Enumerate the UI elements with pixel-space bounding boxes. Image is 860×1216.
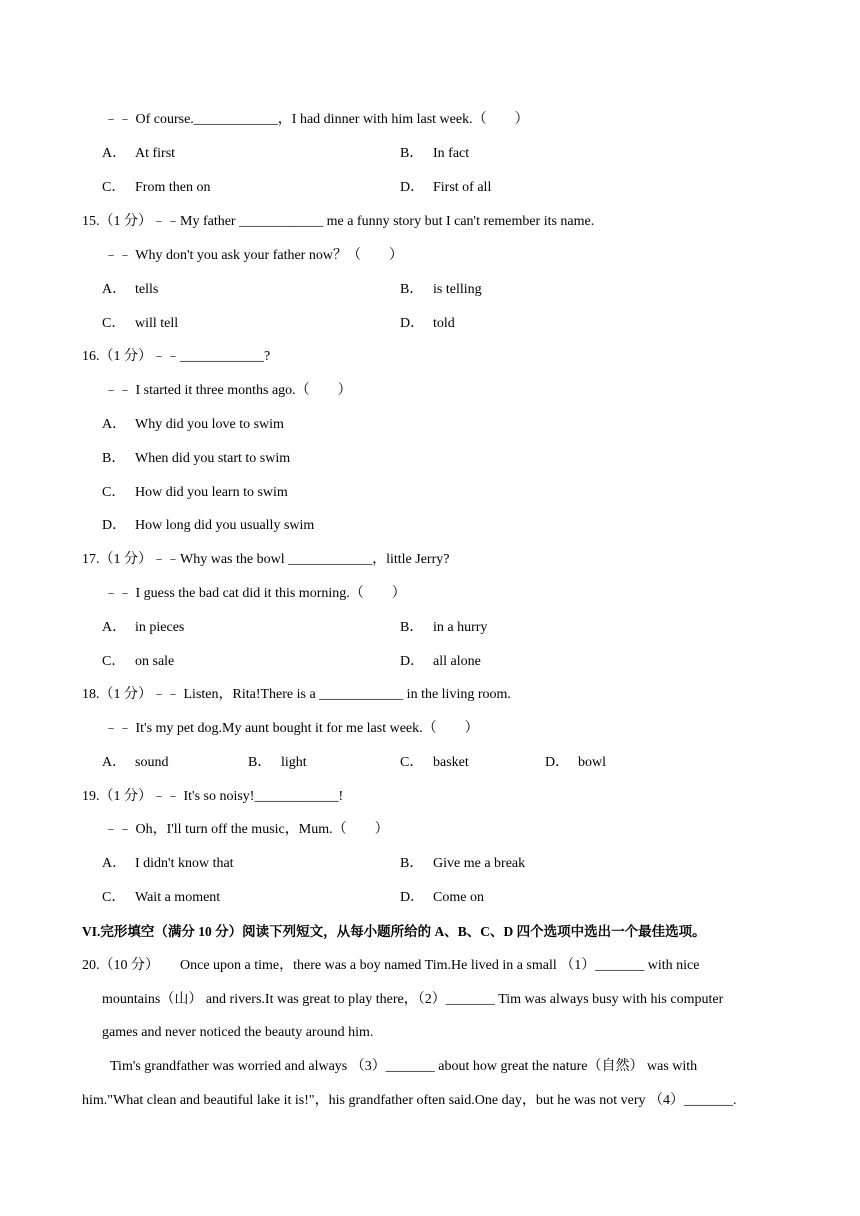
- q18-option-c: C． basket: [400, 755, 469, 770]
- q19-option-c: C． Wait a moment: [102, 890, 221, 905]
- q16-option-d: D． How long did you usually swim: [102, 518, 315, 533]
- q14-option-a: A． At first: [102, 146, 176, 161]
- q16-option-c: C． How did you learn to swim: [102, 485, 288, 500]
- q18-option-b: B． light: [248, 755, 307, 770]
- q15-option-c: C． will tell: [102, 316, 179, 331]
- q20-passage-line-4: Tim's grandfather was worried and always （3）_______ about how great the nature（自然） was with: [110, 1059, 698, 1074]
- q19-option-a: A． I didn't know that: [102, 856, 234, 871]
- q16-option-b: B． When did you start to swim: [102, 451, 291, 466]
- q17-option-c: C． on sale: [102, 654, 175, 669]
- q16-stem: 16.（1 分）﹣﹣____________?: [82, 349, 271, 364]
- q19-option-b: B． Give me a break: [400, 856, 526, 871]
- q20-passage-line-2: mountains（山） and rivers.It was great to play there，（2）_______ Tim was always busy with his computer: [102, 992, 724, 1007]
- q15-option-b: B． is telling: [400, 282, 482, 297]
- q15-option-a: A． tells: [102, 282, 159, 297]
- q17-option-a: A． in pieces: [102, 620, 185, 635]
- q19-reply: ﹣﹣ Oh，I'll turn off the music，Mum.（ ）: [104, 822, 389, 837]
- q17-reply: ﹣﹣ I guess the bad cat did it this morning.（ ）: [104, 586, 406, 601]
- q20-passage-line-5: him."What clean and beautiful lake it is!"，his grandfather often said.One day，but he was not very （4）_______.: [82, 1093, 737, 1108]
- q18-reply: ﹣﹣ It's my pet dog.My aunt bought it for me last week.（ ）: [104, 721, 479, 736]
- q19-stem: 19.（1 分）﹣﹣ It's so noisy!____________!: [82, 789, 344, 804]
- q14-option-b: B． In fact: [400, 146, 470, 161]
- q17-option-b: B． in a hurry: [400, 620, 488, 635]
- q14-option-d: D． First of all: [400, 180, 492, 195]
- q16-reply: ﹣﹣ I started it three months ago.（ ）: [104, 383, 352, 398]
- section-heading-cloze: VI.完形填空（满分 10 分）阅读下列短文，从每小题所给的 A、B、C、D 四个选项中选出一个最佳选项。: [82, 924, 706, 939]
- q18-stem: 18.（1 分）﹣﹣ Listen，Rita!There is a ____________ in the living room.: [82, 687, 511, 702]
- q14-reply: ﹣﹣ Of course.____________，I had dinner with him last week.（ ）: [104, 112, 529, 127]
- q15-option-d: D． told: [400, 316, 455, 331]
- q16-option-a: A． Why did you love to swim: [102, 417, 284, 432]
- q14-option-c: C． From then on: [102, 180, 211, 195]
- q18-option-a: A． sound: [102, 755, 169, 770]
- q17-option-d: D． all alone: [400, 654, 481, 669]
- q17-stem: 17.（1 分）﹣﹣Why was the bowl ____________，little Jerry?: [82, 552, 450, 567]
- q15-stem: 15.（1 分）﹣﹣My father ____________ me a funny story but I can't remember its name.: [82, 214, 595, 229]
- q20-passage-line-1: 20.（10 分） Once upon a time，there was a boy named Tim.He lived in a small （1）_______ with nice: [82, 958, 700, 973]
- q19-option-d: D． Come on: [400, 890, 484, 905]
- q18-option-d: D． bowl: [545, 755, 606, 770]
- q20-passage-line-3: games and never noticed the beauty around him.: [102, 1025, 374, 1040]
- q15-reply: ﹣﹣ Why don't you ask your father now？（ ）: [104, 248, 403, 263]
